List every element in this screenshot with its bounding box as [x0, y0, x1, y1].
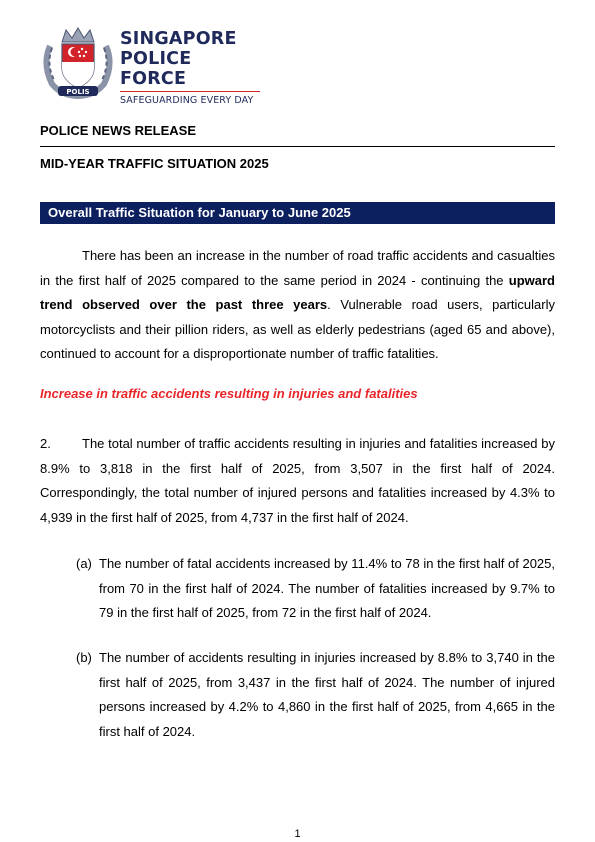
intro-text-2: . Vulnerable road users, particularly motorcyclists and their pillion riders, as well as elderly pedestrians (aged 65 and above), continued to account for a disproportionate number of traffic fatalities.	[40, 297, 555, 361]
page-number: 1	[294, 828, 301, 840]
logo-line-1: SINGAPORE	[120, 29, 237, 49]
release-subject: MID-YEAR TRAFFIC SITUATION 2025	[40, 156, 269, 171]
list-label: (a)	[76, 556, 92, 571]
list-label: (b)	[76, 650, 92, 665]
paragraph-2	[40, 432, 555, 530]
heading-divider	[40, 146, 555, 147]
logo-wordmark	[120, 29, 260, 106]
list-text: The number of accidents resulting in injuries increased by 8.8% to 3,740 in the first half of 2025, from 3,437 in the first half of 2024. The number of injured persons increased by 4.2% to 4,860 in the first half of 2025, from 4,665 in the first half of 2024.	[99, 650, 555, 739]
section-banner: Overall Traffic Situation for January to June 2025	[40, 202, 555, 224]
list-text: The number of fatal accidents increased by 11.4% to 78 in the first half of 2025, from 70 in the first half of 2024. The number of fatalities increased by 9.7% to 79 in the first half of 2025, from 72 in the first half of 2024.	[99, 556, 555, 620]
release-heading: POLICE NEWS RELEASE	[40, 123, 197, 138]
logo-line-2: POLICE FORCE	[120, 49, 192, 89]
logo-tagline: SAFEGUARDING EVERY DAY	[120, 91, 260, 106]
intro-paragraph	[40, 244, 555, 367]
spf-logo	[40, 24, 260, 106]
intro-emphasis: upward trend observed over the past three years	[40, 272, 555, 312]
crest-scroll-text: POLIS	[66, 88, 90, 96]
list-item-a	[76, 552, 555, 626]
intro-text-1: There has been an increase in the number of road traffic accidents and casualties in the first half of 2025 compared to the same period in 2024 - continuing the	[40, 248, 555, 288]
paragraph-2-text: The total number of traffic accidents resulting in injuries and fatalities increased by 8.9% to 3,818 in the first half of 2025, from 3,507 in the first half of 2024. Correspondingly, the total number of injured persons and fatalities increased by 4.3% to 4,939 in the first half of 2025, from 4,737 in the first half of 2024.	[40, 436, 555, 525]
police-crest-icon	[40, 24, 116, 100]
list-item-b	[76, 646, 555, 744]
paragraph-number: 2.	[40, 436, 51, 451]
section-subheading: Increase in traffic accidents resulting in injuries and fatalities	[40, 386, 418, 401]
